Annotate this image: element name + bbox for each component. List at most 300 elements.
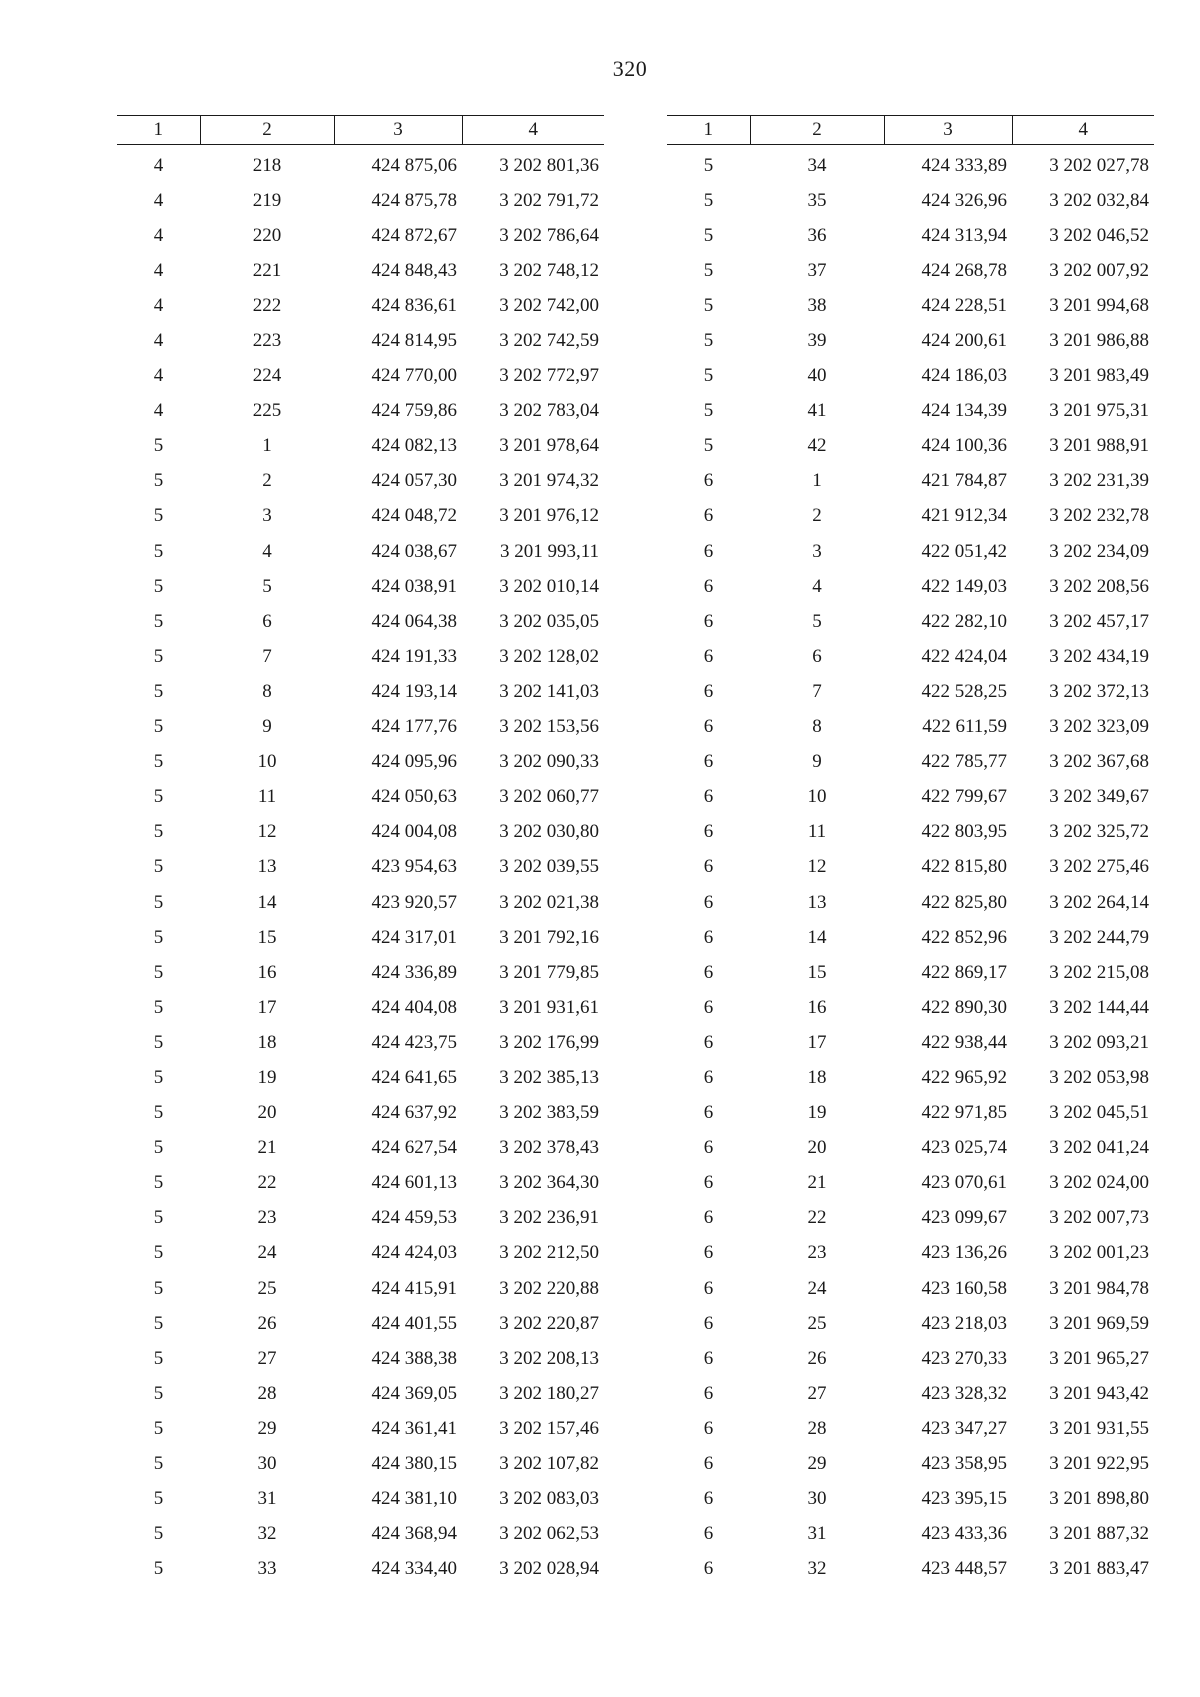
table-cell-col-3: 424 368,94 — [371, 1523, 457, 1545]
table-row — [117, 710, 604, 745]
table-row — [117, 1201, 604, 1236]
table-row — [667, 1411, 1154, 1446]
table-cell-col-4: 3 202 032,84 — [1049, 189, 1149, 211]
table-row — [667, 990, 1154, 1025]
table-cell-col-2: 6 — [812, 645, 822, 667]
table-row — [667, 674, 1154, 709]
table-cell-col-3: 424 333,89 — [921, 154, 1007, 176]
column-header-3: 3 — [334, 116, 462, 145]
table-cell-col-1: 5 — [153, 1137, 164, 1159]
table-cell-col-4: 3 202 153,56 — [499, 716, 599, 738]
table-row — [667, 464, 1154, 499]
table-cell-col-3: 424 177,76 — [371, 716, 457, 738]
table-cell-col-2: 26 — [257, 1312, 277, 1334]
page-number: 320 — [612, 56, 648, 81]
table-cell-col-3: 423 954,63 — [371, 856, 457, 878]
table-cell-col-1: 5 — [153, 1558, 164, 1580]
table-cell-col-3: 424 836,61 — [371, 294, 457, 316]
table-cell-col-4: 3 201 988,91 — [1049, 435, 1149, 457]
table-cell-col-4: 3 202 128,02 — [499, 645, 599, 667]
table-cell-col-3: 424 814,95 — [371, 330, 457, 352]
table-row — [117, 1552, 604, 1587]
table-cell-col-3: 424 361,41 — [371, 1417, 457, 1439]
table-cell-col-2: 3 — [262, 505, 272, 527]
table-cell-col-1: 5 — [153, 1382, 164, 1404]
table-cell-col-2: 29 — [257, 1417, 277, 1439]
table-cell-col-1: 6 — [703, 961, 714, 983]
table-row — [117, 1482, 604, 1517]
table-row — [117, 253, 604, 288]
table-row — [117, 1096, 604, 1131]
table-cell-col-4: 3 202 742,00 — [499, 294, 599, 316]
table-row — [667, 359, 1154, 394]
table-cell-col-2: 28 — [257, 1382, 277, 1404]
table-cell-col-2: 18 — [807, 1066, 827, 1088]
table-cell-col-2: 31 — [257, 1488, 277, 1510]
table-cell-col-3: 422 852,96 — [921, 926, 1007, 948]
table-cell-col-4: 3 201 969,59 — [1049, 1312, 1149, 1334]
table-cell-col-1: 6 — [703, 1137, 714, 1159]
table-cell-col-1: 5 — [153, 680, 164, 702]
table-cell-col-2: 24 — [257, 1242, 277, 1264]
table-cell-col-2: 11 — [807, 821, 827, 843]
table-cell-col-1: 5 — [153, 821, 164, 843]
table-cell-col-1: 5 — [153, 1453, 164, 1475]
table-cell-col-1: 6 — [703, 926, 714, 948]
table-row — [667, 1482, 1154, 1517]
table-cell-col-4: 3 202 220,87 — [499, 1312, 599, 1334]
table-cell-col-4: 3 202 053,98 — [1049, 1066, 1149, 1088]
table-cell-col-3: 424 326,96 — [921, 189, 1007, 211]
table-cell-col-3: 424 038,91 — [371, 575, 457, 597]
table-cell-col-3: 421 912,34 — [921, 505, 1007, 527]
table-cell-col-3: 423 099,67 — [921, 1207, 1007, 1229]
table-cell-col-4: 3 202 385,13 — [499, 1066, 599, 1088]
table-cell-col-1: 5 — [153, 1031, 164, 1053]
table-row — [117, 1306, 604, 1341]
table-cell-col-1: 6 — [703, 540, 714, 562]
table-cell-col-4: 3 201 887,32 — [1049, 1523, 1149, 1545]
table-cell-col-1: 4 — [153, 224, 164, 246]
table-cell-col-1: 5 — [153, 1242, 164, 1264]
table-row — [117, 183, 604, 218]
table-cell-col-3: 423 347,27 — [921, 1417, 1007, 1439]
table-cell-col-4: 3 201 922,95 — [1049, 1453, 1149, 1475]
table-cell-col-4: 3 202 364,30 — [499, 1172, 599, 1194]
table-cell-col-4: 3 202 208,56 — [1049, 575, 1149, 597]
table-cell-col-4: 3 202 231,39 — [1049, 470, 1149, 492]
table-cell-col-3: 424 100,36 — [921, 435, 1007, 457]
table-cell-col-1: 4 — [153, 365, 164, 387]
table-cell-col-2: 18 — [257, 1031, 277, 1053]
table-row — [667, 499, 1154, 534]
table-cell-col-2: 7 — [812, 680, 822, 702]
table-cell-col-4: 3 202 378,43 — [499, 1137, 599, 1159]
table-cell-col-1: 4 — [153, 189, 164, 211]
table-row — [117, 780, 604, 815]
table-cell-col-4: 3 201 976,12 — [499, 505, 599, 527]
table-row — [667, 780, 1154, 815]
table-row — [117, 1446, 604, 1481]
coordinates-table-left — [117, 115, 604, 1587]
table-cell-col-2: 1 — [262, 435, 272, 457]
table-cell-col-2: 16 — [257, 961, 277, 983]
table-row — [117, 1411, 604, 1446]
table-cell-col-4: 3 202 791,72 — [499, 189, 599, 211]
table-cell-col-3: 424 424,03 — [371, 1242, 457, 1264]
table-cell-col-2: 14 — [807, 926, 827, 948]
table-cell-col-1: 6 — [703, 1312, 714, 1334]
table-cell-col-1: 6 — [703, 1172, 714, 1194]
table-row — [117, 145, 604, 184]
table-row — [117, 1341, 604, 1376]
table-cell-col-2: 42 — [807, 435, 827, 457]
table-row — [667, 429, 1154, 464]
table-cell-col-3: 422 890,30 — [921, 996, 1007, 1018]
table-row — [117, 534, 604, 569]
table-row — [667, 1025, 1154, 1060]
table-cell-col-4: 3 201 792,16 — [499, 926, 599, 948]
table-cell-col-3: 424 759,86 — [371, 400, 457, 422]
table-cell-col-3: 422 938,44 — [921, 1031, 1007, 1053]
table-cell-col-2: 32 — [807, 1558, 827, 1580]
table-cell-col-4: 3 202 275,46 — [1049, 856, 1149, 878]
table-cell-col-1: 5 — [703, 365, 714, 387]
table-cell-col-1: 6 — [703, 786, 714, 808]
table-cell-col-3: 424 875,78 — [371, 189, 457, 211]
table-cell-col-2: 16 — [807, 996, 827, 1018]
table-cell-col-2: 39 — [807, 330, 827, 352]
table-cell-col-2: 222 — [252, 294, 282, 316]
table-cell-col-3: 424 082,13 — [371, 435, 457, 457]
table-cell-col-2: 9 — [812, 751, 822, 773]
table-cell-col-2: 220 — [252, 224, 282, 246]
table-cell-col-2: 17 — [257, 996, 277, 1018]
column-header-2: 2 — [200, 116, 334, 145]
table-cell-col-2: 19 — [257, 1066, 277, 1088]
table-cell-col-3: 424 601,13 — [371, 1172, 457, 1194]
table-cell-col-1: 5 — [153, 1312, 164, 1334]
table-cell-col-4: 3 201 978,64 — [499, 435, 599, 457]
table-cell-col-1: 4 — [153, 330, 164, 352]
table-cell-col-4: 3 202 060,77 — [499, 786, 599, 808]
table-row — [667, 815, 1154, 850]
table-cell-col-1: 4 — [153, 294, 164, 316]
table-cell-col-2: 25 — [257, 1277, 277, 1299]
table-cell-col-4: 3 201 883,47 — [1049, 1558, 1149, 1580]
table-cell-col-1: 6 — [703, 1207, 714, 1229]
table-cell-col-3: 424 268,78 — [921, 259, 1007, 281]
table-row — [117, 604, 604, 639]
table-cell-col-2: 23 — [257, 1207, 277, 1229]
table-cell-col-4: 3 202 234,09 — [1049, 540, 1149, 562]
table-cell-col-1: 5 — [153, 926, 164, 948]
table-row — [667, 323, 1154, 358]
table-cell-col-3: 424 134,39 — [921, 400, 1007, 422]
table-row — [667, 1271, 1154, 1306]
column-header-2: 2 — [750, 116, 884, 145]
table-cell-col-4: 3 202 157,46 — [499, 1417, 599, 1439]
table-cell-col-2: 5 — [262, 575, 272, 597]
table-row — [667, 145, 1154, 184]
table-cell-col-3: 422 611,59 — [922, 716, 1007, 738]
table-cell-col-2: 33 — [257, 1558, 277, 1580]
table-cell-col-4: 3 202 264,14 — [1049, 891, 1149, 913]
table-cell-col-2: 36 — [807, 224, 827, 246]
table-cell-col-3: 422 424,04 — [921, 645, 1007, 667]
table-cell-col-3: 424 313,94 — [921, 224, 1007, 246]
table-row — [667, 218, 1154, 253]
table-cell-col-2: 24 — [807, 1277, 827, 1299]
column-header-4: 4 — [462, 116, 604, 145]
table-cell-col-4: 3 202 208,13 — [499, 1347, 599, 1369]
table-cell-col-1: 5 — [153, 751, 164, 773]
table-cell-col-3: 422 149,03 — [921, 575, 1007, 597]
table-cell-col-4: 3 202 236,91 — [499, 1207, 599, 1229]
table-row — [117, 499, 604, 534]
table-cell-col-4: 3 202 180,27 — [499, 1382, 599, 1404]
table-cell-col-3: 423 070,61 — [921, 1172, 1007, 1194]
table-cell-col-4: 3 201 965,27 — [1049, 1347, 1149, 1369]
table-cell-col-3: 423 025,74 — [921, 1137, 1007, 1159]
table-cell-col-4: 3 202 107,82 — [499, 1453, 599, 1475]
table-cell-col-1: 5 — [153, 505, 164, 527]
table-cell-col-4: 3 202 748,12 — [499, 259, 599, 281]
table-cell-col-3: 424 004,08 — [371, 821, 457, 843]
table-row — [667, 183, 1154, 218]
table-cell-col-4: 3 202 035,05 — [499, 610, 599, 632]
table-cell-col-4: 3 201 975,31 — [1049, 400, 1149, 422]
table-cell-col-3: 424 048,72 — [371, 505, 457, 527]
table-cell-col-2: 5 — [812, 610, 822, 632]
table-cell-col-2: 221 — [252, 259, 282, 281]
table-cell-col-3: 424 637,92 — [371, 1102, 457, 1124]
table-cell-col-2: 31 — [807, 1523, 827, 1545]
table-cell-col-2: 22 — [807, 1207, 827, 1229]
table-cell-col-1: 5 — [703, 259, 714, 281]
table-cell-col-3: 422 785,77 — [921, 751, 1007, 773]
table-row — [117, 745, 604, 780]
table-body — [117, 145, 604, 1587]
table-cell-col-4: 3 202 141,03 — [499, 680, 599, 702]
table-row — [117, 1060, 604, 1095]
table-row — [667, 1166, 1154, 1201]
table-cell-col-1: 6 — [703, 1102, 714, 1124]
table-row — [117, 639, 604, 674]
table-cell-col-3: 424 228,51 — [921, 294, 1007, 316]
table-row — [117, 920, 604, 955]
table-cell-col-4: 3 202 090,33 — [499, 751, 599, 773]
table-cell-col-2: 26 — [807, 1347, 827, 1369]
table-cell-col-3: 422 528,25 — [921, 680, 1007, 702]
table-cell-col-4: 3 202 742,59 — [499, 330, 599, 352]
table-row — [117, 1131, 604, 1166]
table-cell-col-3: 422 803,95 — [921, 821, 1007, 843]
table-cell-col-1: 6 — [703, 1242, 714, 1264]
table-row — [667, 1306, 1154, 1341]
table-row — [667, 955, 1154, 990]
table-row — [117, 850, 604, 885]
table-cell-col-1: 5 — [703, 400, 714, 422]
table-row — [117, 429, 604, 464]
table-cell-col-4: 3 201 779,85 — [499, 961, 599, 983]
table-row — [667, 604, 1154, 639]
table-cell-col-4: 3 202 021,38 — [499, 891, 599, 913]
table-cell-col-1: 6 — [703, 891, 714, 913]
table-cell-col-4: 3 201 983,49 — [1049, 365, 1149, 387]
table-cell-col-1: 5 — [153, 1488, 164, 1510]
table-cell-col-4: 3 202 215,08 — [1049, 961, 1149, 983]
table-cell-col-2: 34 — [807, 154, 827, 176]
table-cell-col-3: 424 193,14 — [371, 680, 457, 702]
table-cell-col-2: 225 — [252, 400, 282, 422]
table-cell-col-1: 5 — [703, 154, 714, 176]
table-cell-col-4: 3 202 083,03 — [499, 1488, 599, 1510]
table-cell-col-4: 3 202 028,94 — [499, 1558, 599, 1580]
table-cell-col-1: 6 — [703, 1488, 714, 1510]
table-cell-col-3: 421 784,87 — [921, 470, 1007, 492]
table-cell-col-2: 19 — [807, 1102, 827, 1124]
table-cell-col-2: 37 — [807, 259, 827, 281]
table-row — [667, 394, 1154, 429]
table-cell-col-4: 3 202 325,72 — [1049, 821, 1149, 843]
table-body — [667, 145, 1154, 1587]
table-cell-col-2: 29 — [807, 1453, 827, 1475]
table-cell-col-2: 218 — [252, 154, 282, 176]
table-cell-col-1: 5 — [153, 470, 164, 492]
table-cell-col-1: 5 — [153, 1523, 164, 1545]
table-cell-col-1: 4 — [153, 154, 164, 176]
table-cell-col-1: 6 — [703, 470, 714, 492]
table-cell-col-3: 422 971,85 — [921, 1102, 1007, 1124]
table-row — [667, 1060, 1154, 1095]
table-cell-col-3: 423 433,36 — [921, 1523, 1007, 1545]
table-cell-col-2: 1 — [812, 470, 822, 492]
table-cell-col-2: 4 — [262, 540, 272, 562]
table-cell-col-3: 423 218,03 — [921, 1312, 1007, 1334]
table-row — [667, 639, 1154, 674]
table-cell-col-4: 3 202 383,59 — [499, 1102, 599, 1124]
table-cell-col-2: 25 — [807, 1312, 827, 1334]
table-cell-col-4: 3 202 093,21 — [1049, 1031, 1149, 1053]
table-cell-col-2: 27 — [807, 1382, 827, 1404]
table-cell-col-1: 4 — [153, 400, 164, 422]
table-cell-col-4: 3 202 007,92 — [1049, 259, 1149, 281]
table-cell-col-3: 423 270,33 — [921, 1347, 1007, 1369]
table-cell-col-1: 6 — [703, 1066, 714, 1088]
table-cell-col-1: 6 — [703, 1347, 714, 1369]
table-cell-col-3: 424 050,63 — [371, 786, 457, 808]
table-cell-col-3: 423 448,57 — [921, 1558, 1007, 1580]
table-cell-col-1: 6 — [703, 645, 714, 667]
table-cell-col-4: 3 202 801,36 — [499, 154, 599, 176]
table-cell-col-1: 5 — [703, 294, 714, 316]
table-cell-col-3: 424 875,06 — [371, 154, 457, 176]
table-cell-col-3: 422 815,80 — [921, 856, 1007, 878]
coordinates-table-right — [667, 115, 1154, 1587]
table-cell-col-3: 424 423,75 — [371, 1031, 457, 1053]
table-cell-col-4: 3 202 062,53 — [499, 1523, 599, 1545]
table-cell-col-1: 5 — [153, 575, 164, 597]
table-cell-col-4: 3 202 232,78 — [1049, 505, 1149, 527]
table-cell-col-3: 424 415,91 — [371, 1277, 457, 1299]
table-cell-col-3: 424 404,08 — [371, 996, 457, 1018]
table-cell-col-2: 13 — [807, 891, 827, 913]
table-header-row — [117, 116, 604, 145]
table-row — [667, 534, 1154, 569]
table-cell-col-4: 3 201 943,42 — [1049, 1382, 1149, 1404]
table-row — [117, 674, 604, 709]
table-row — [117, 815, 604, 850]
table-row — [117, 288, 604, 323]
table-cell-col-2: 35 — [807, 189, 827, 211]
table-row — [667, 288, 1154, 323]
table-cell-col-2: 2 — [812, 505, 822, 527]
table-cell-col-2: 23 — [807, 1242, 827, 1264]
table-cell-col-4: 3 202 457,17 — [1049, 610, 1149, 632]
table-cell-col-1: 6 — [703, 1031, 714, 1053]
table-cell-col-4: 3 202 045,51 — [1049, 1102, 1149, 1124]
table-cell-col-1: 5 — [153, 716, 164, 738]
table-cell-col-4: 3 201 898,80 — [1049, 1488, 1149, 1510]
table-cell-col-4: 3 202 024,00 — [1049, 1172, 1149, 1194]
table-cell-col-4: 3 202 367,68 — [1049, 751, 1149, 773]
table-cell-col-2: 38 — [807, 294, 827, 316]
column-header-4: 4 — [1012, 116, 1154, 145]
table-cell-col-1: 6 — [703, 821, 714, 843]
table-cell-col-4: 3 202 010,14 — [499, 575, 599, 597]
table-cell-col-3: 423 160,58 — [921, 1277, 1007, 1299]
table-cell-col-1: 6 — [703, 680, 714, 702]
table-row — [117, 394, 604, 429]
table-cell-col-4: 3 201 931,55 — [1049, 1417, 1149, 1439]
table-cell-col-2: 41 — [807, 400, 827, 422]
table-cell-col-4: 3 201 994,68 — [1049, 294, 1149, 316]
table-cell-col-2: 15 — [257, 926, 277, 948]
table-cell-col-3: 423 136,26 — [921, 1242, 1007, 1264]
table-row — [667, 1552, 1154, 1587]
table-cell-col-2: 7 — [262, 645, 272, 667]
table-cell-col-3: 424 064,38 — [371, 610, 457, 632]
table-cell-col-1: 5 — [703, 224, 714, 246]
table-cell-col-4: 3 202 030,80 — [499, 821, 599, 843]
table-cell-col-2: 20 — [257, 1102, 277, 1124]
table-cell-col-4: 3 202 041,24 — [1049, 1137, 1149, 1159]
table-cell-col-3: 422 282,10 — [921, 610, 1007, 632]
table-cell-col-2: 14 — [257, 891, 277, 913]
table-cell-col-2: 6 — [262, 610, 272, 632]
table-row — [667, 569, 1154, 604]
table-cell-col-1: 5 — [153, 435, 164, 457]
table-cell-col-1: 6 — [703, 1453, 714, 1475]
table-cell-col-4: 3 201 986,88 — [1049, 330, 1149, 352]
table-cell-col-2: 40 — [807, 365, 827, 387]
table-cell-col-1: 5 — [153, 961, 164, 983]
table-cell-col-2: 21 — [257, 1137, 277, 1159]
table-row — [117, 1376, 604, 1411]
table-cell-col-3: 424 191,33 — [371, 645, 457, 667]
table-cell-col-1: 5 — [153, 645, 164, 667]
table-row — [117, 1517, 604, 1552]
table-cell-col-3: 424 381,10 — [371, 1488, 457, 1510]
column-header-3: 3 — [884, 116, 1012, 145]
table-cell-col-3: 424 872,67 — [371, 224, 457, 246]
table-cell-col-1: 5 — [153, 1277, 164, 1299]
table-cell-col-1: 5 — [153, 1207, 164, 1229]
table-cell-col-4: 3 201 931,61 — [499, 996, 599, 1018]
table-cell-col-3: 422 051,42 — [921, 540, 1007, 562]
table-cell-col-2: 8 — [262, 680, 272, 702]
